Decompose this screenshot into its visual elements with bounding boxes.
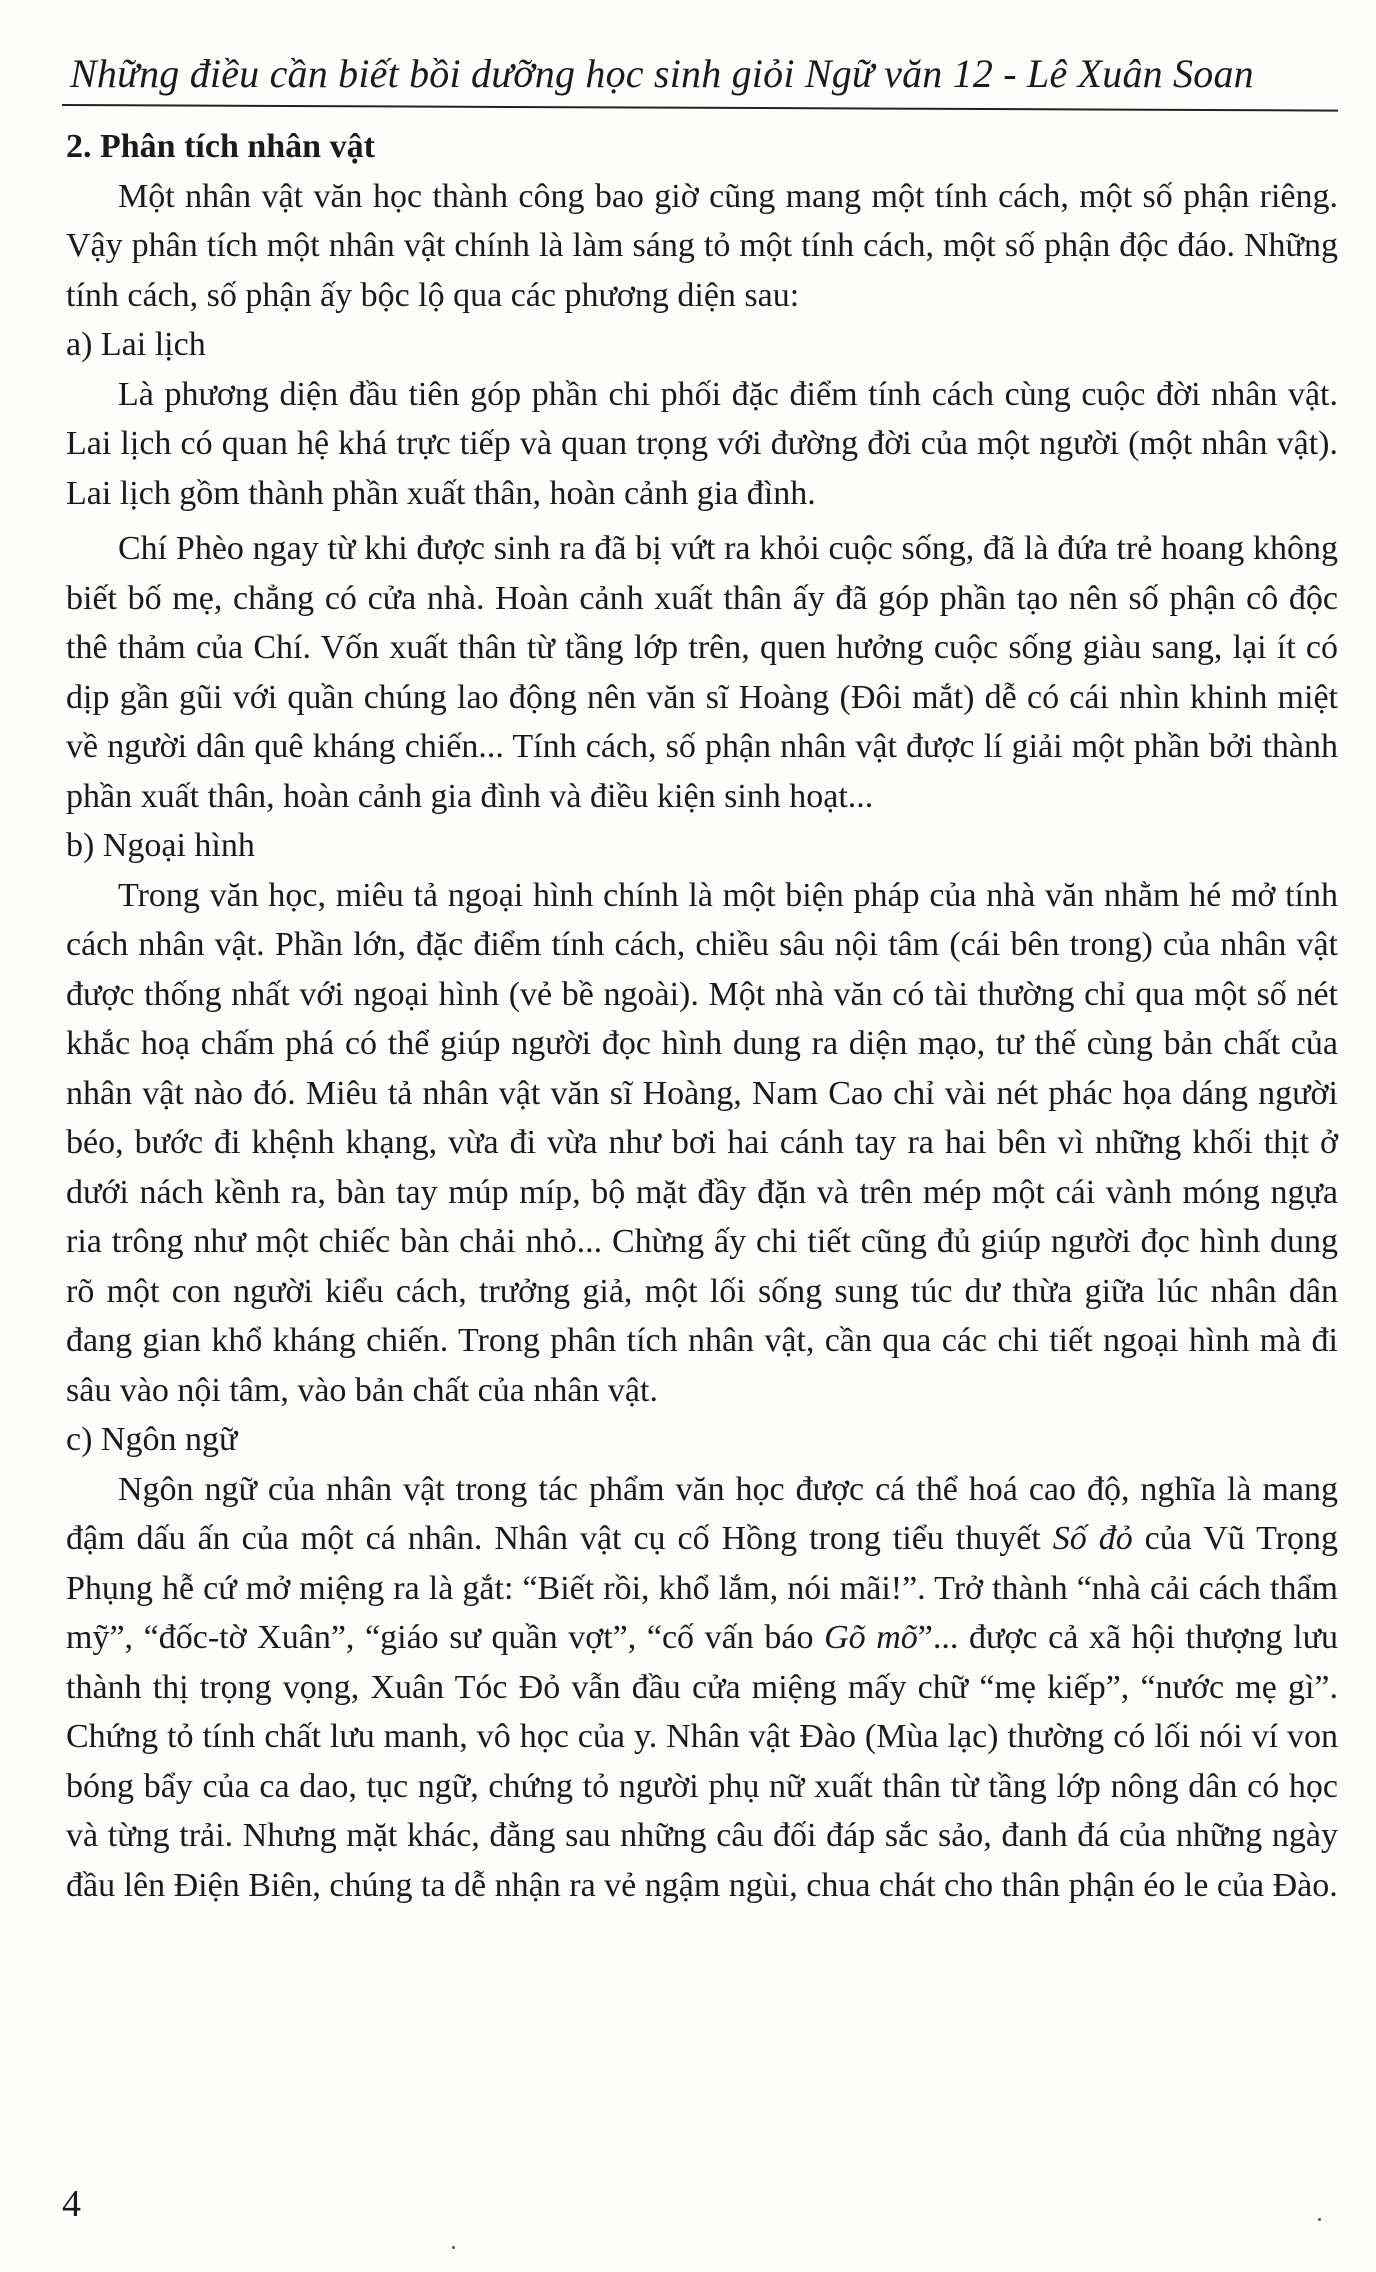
page-number: 4	[62, 2183, 81, 2225]
page-content	[66, 122, 1338, 1910]
scan-speck	[1318, 2218, 1321, 2221]
scan-speck	[452, 2246, 455, 2249]
newspaper-title-go-mo: Gõ mõ	[824, 1619, 918, 1656]
running-header: Những điều cần biết bồi dưỡng học sinh giỏi Ngữ văn 12 - Lê Xuân Soan	[70, 51, 1254, 96]
subheading-ngon-ngu: c) Ngôn ngữ	[66, 1421, 238, 1458]
subheading-ngoai-hinh: b) Ngoại hình	[66, 827, 255, 864]
section-heading: 2. Phân tích nhân vật	[66, 128, 375, 165]
paragraph-ngon-ngu-part-2: của Vũ Trọng Phụng hễ cứ mở miệng ra là gắt: “Biết rồi, khổ lắm, nói mãi!”. Trở thành “nhà cải cách thẩm mỹ”, “đốc-tờ Xuân”, “giáo sư quần vợt”, “cố vấn báo	[66, 1520, 1339, 1656]
subheading-lai-lich: a) Lai lịch	[66, 326, 206, 363]
paragraph-ngon-ngu-part-1: Ngôn ngữ của nhân vật trong tác phẩm văn học được cá thể hoá cao độ, nghĩa là mang đậm dấu ấn của một cá nhân. Nhân vật cụ cố Hồng trong tiểu thuyết	[66, 1470, 1338, 1557]
header-rule	[62, 104, 1338, 112]
paragraph-ngon-ngu	[66, 1465, 1338, 1911]
intro-paragraph: Một nhân vật văn học thành công bao giờ cũng mang một tính cách, một số phận riêng. Vậy phân tích một nhân vật chính là làm sáng tỏ một tính cách, một số phận độc đáo. Những tính cách, số phận ấy bộc lộ qua các phương diện sau:	[66, 177, 1338, 314]
paragraph-lai-lich-1: Là phương diện đầu tiên góp phần chi phối đặc điểm tính cách cùng cuộc đời nhân vật. Lai lịch có quan hệ khá trực tiếp và quan trọng với đường đời của một người (một nhân vật). Lai lịch gồm thành phần xuất thân, hoàn cảnh gia đình.	[66, 375, 1338, 512]
paragraph-ngoai-hinh: Trong văn học, miêu tả ngoại hình chính là một biện pháp của nhà văn nhằm hé mở tính cách nhân vật. Phần lớn, đặc điểm tính cách, chiều sâu nội tâm (cái bên trong) của nhân vật được thống nhất với ngoại hình (vẻ bề ngoài). Một nhà văn có tài thường chỉ qua một số nét khắc hoạ chấm phá có thể giúp người đọc hình dung ra diện mạo, tư thế cùng bản chất của nhân vật nào đó. Miêu tả nhân vật văn sĩ Hoàng, Nam Cao chỉ vài nét phác họa dáng người béo, bước đi khệnh khạng, vừa đi vừa như bơi hai cánh tay ra hai bên vì những khối thịt ở dưới nách kềnh ra, bàn tay múp míp, bộ mặt đầy đặn và trên mép một cái vành móng ngựa ria trông như một chiếc bàn chải nhỏ... Chừng ấy chi tiết cũng đủ giúp người đọc hình dung rõ một con người kiểu cách, trưởng giả, một lối sống sung túc dư thừa giữa lúc nhân dân đang gian khổ kháng chiến. Trong phân tích nhân vật, cần qua các chi tiết ngoại hình mà đi sâu vào nội tâm, vào bản chất của nhân vật.	[66, 876, 1338, 1409]
book-title-so-do: Số đỏ	[1052, 1520, 1133, 1557]
paragraph-lai-lich-2: Chí Phèo ngay từ khi được sinh ra đã bị vứt ra khỏi cuộc sống, đã là đứa trẻ hoang không biết bố mẹ, chẳng có cửa nhà. Hoàn cảnh xuất thân ấy đã góp phần tạo nên số phận cô độc thê thảm của Chí. Vốn xuất thân từ tầng lớp trên, quen hưởng cuộc sống giàu sang, lại ít có dịp gần gũi với quần chúng lao động nên văn sĩ Hoàng (Đôi mắt) dễ có cái nhìn khinh miệt về người dân quê kháng chiến... Tính cách, số phận nhân vật được lí giải một phần bởi thành phần xuất thân, hoàn cảnh gia đình và điều kiện sinh hoạt...	[66, 530, 1338, 815]
paragraph-ngon-ngu-part-3: ”... được cả xã hội thượng lưu thành thị trọng vọng, Xuân Tóc Đỏ vẫn đầu cửa miệng mấy chữ “mẹ kiếp”, “nước mẹ gì”. Chứng tỏ tính chất lưu manh, vô học của y. Nhân vật Đào (Mùa lạc) thường có lối nói ví von bóng bẩy của ca dao, tục ngữ, chứng tỏ người phụ nữ xuất thân từ tầng lớp nông dân có học và từng trải. Nhưng mặt khác, đằng sau những câu đối đáp sắc sảo, đanh đá của những ngày đầu lên Điện Biên, chúng ta dễ nhận ra vẻ ngậm ngùi, chua chát cho thân phận éo le của Đào.	[66, 1619, 1338, 1904]
